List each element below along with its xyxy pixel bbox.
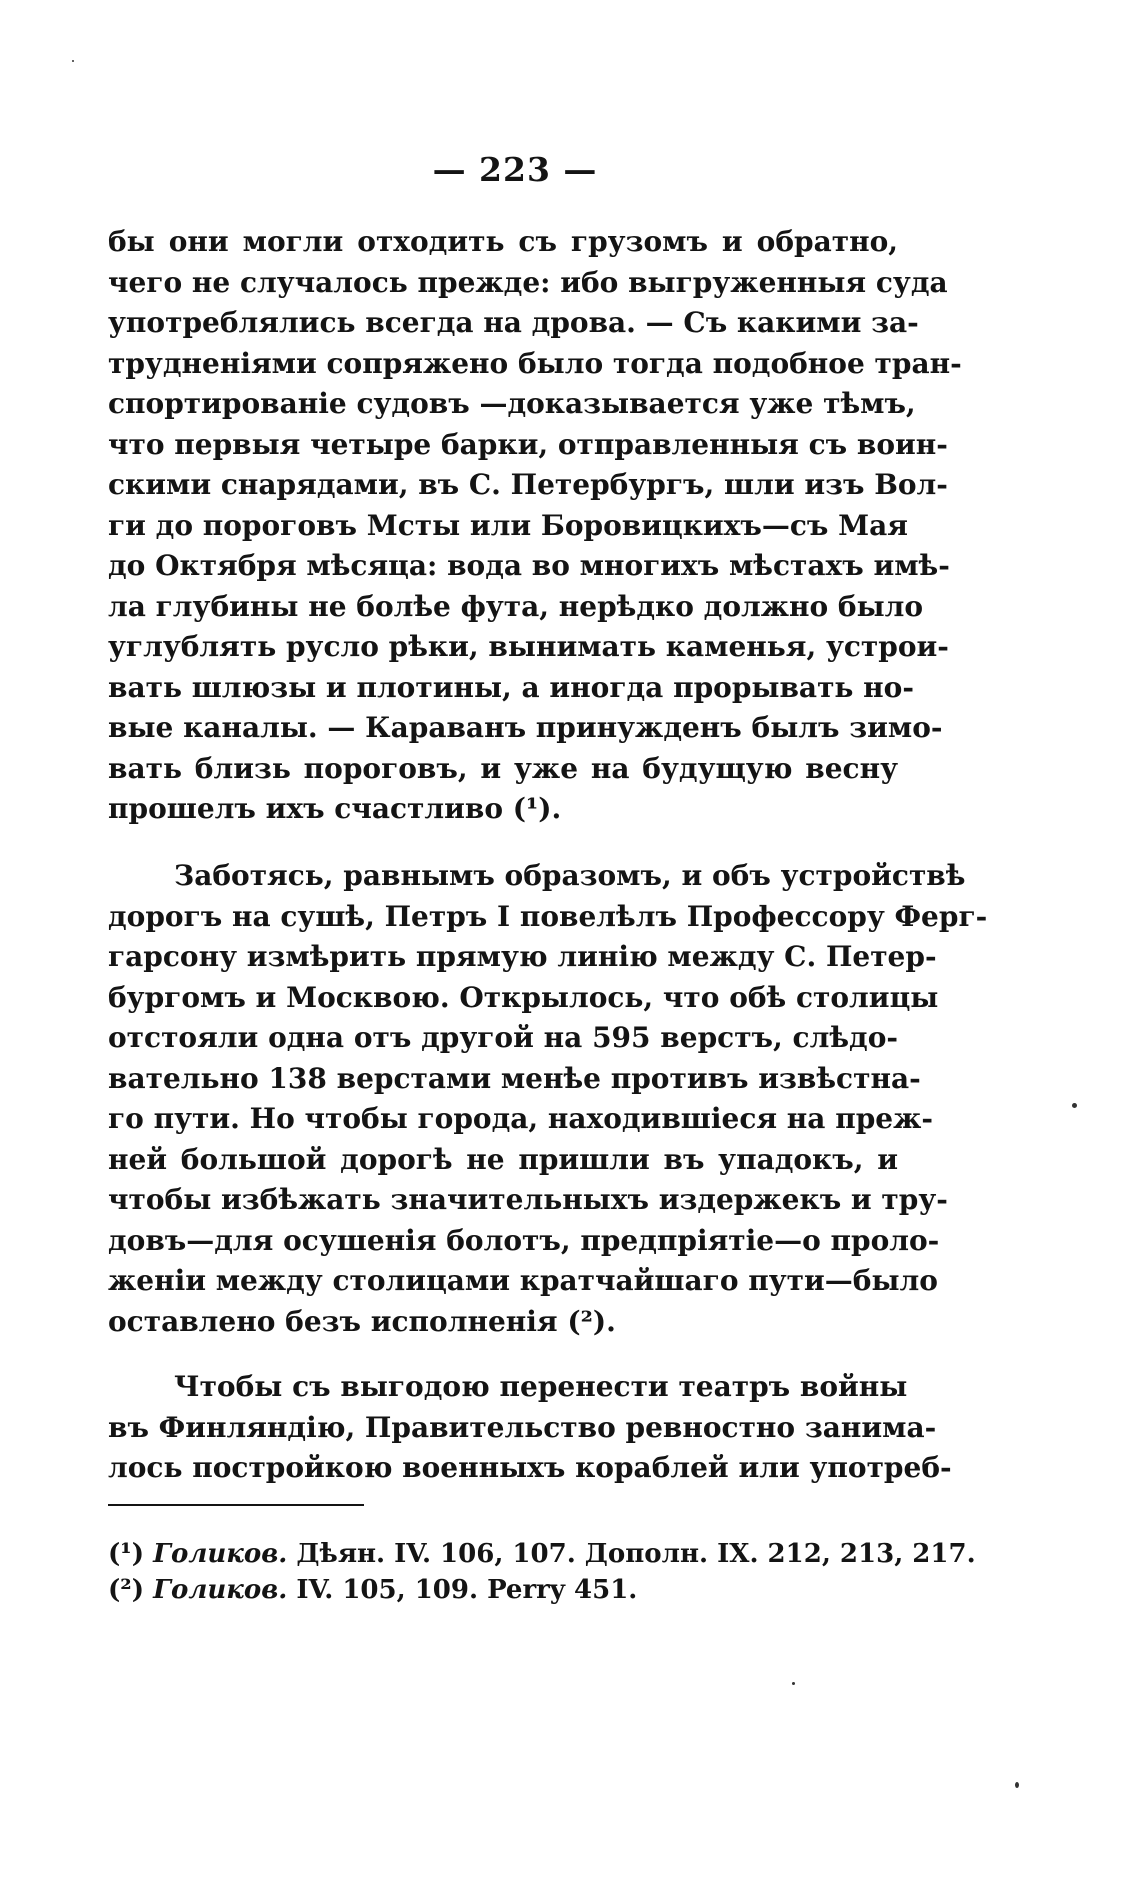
- scan-speck: [792, 1682, 795, 1685]
- scan-speck: [72, 60, 74, 62]
- text-line: употреблялись всегда на дрова. — Съ какими за-: [108, 306, 919, 339]
- footnote-author: Голиков.: [153, 1539, 288, 1569]
- text-line: Чтобы съ выгодою перенести театръ войны: [174, 1370, 908, 1403]
- paragraph-3: [108, 1367, 952, 1489]
- text-line: трудненіями сопряжено было тогда подобное тран-: [108, 346, 962, 380]
- text-line: Заботясь, равнымъ образомъ, и объ устройствѣ: [174, 859, 966, 892]
- text-line: въ Финляндію, Правительство ревностно занима-: [108, 1410, 937, 1444]
- footnote-divider: [108, 1504, 364, 1506]
- text-line: гарсону измѣрить прямую линію между С. Петер-: [108, 940, 937, 973]
- footnote-mark: (¹): [108, 1539, 144, 1569]
- text-line: чего не случалось прежде: ибо выгруженныя суда: [108, 265, 948, 299]
- text-line: бургомъ и Москвою. Открылось, что обѣ столицы: [108, 980, 939, 1014]
- text-line: ла глубины не болѣе фута, нерѣдко должно было: [108, 589, 924, 623]
- text-line: вательно 138 верстами менѣе противъ извѣстна-: [108, 1061, 921, 1095]
- text-line: вые каналы. — Караванъ принужденъ былъ зимо-: [108, 711, 943, 744]
- text-line: оставлено безъ исполненія (²).: [108, 1304, 616, 1338]
- scan-speck: [1072, 1103, 1077, 1108]
- text-line: прошелъ ихъ счастливо (¹).: [108, 792, 562, 825]
- scan-speck: [1015, 1782, 1019, 1788]
- footnote-mark: (²): [108, 1575, 144, 1605]
- text-line: скими снарядами, въ С. Петербургъ, шли изъ Вол-: [108, 468, 948, 501]
- text-line: углублять русло рѣки, вынимать каменья, устрои-: [108, 630, 949, 663]
- footnotes: [108, 1536, 976, 1608]
- text-line: ней большой дорогѣ не пришли въ упадокъ, и: [108, 1142, 898, 1176]
- text-line: дорогъ на сушѣ, Петръ I повелѣлъ Профессору Ферг-: [108, 899, 988, 933]
- footnote-text: Дѣян. IV. 106, 107. Дополн. IX. 212, 213, 217.: [296, 1539, 976, 1569]
- text-line: го пути. Но чтобы города, находившіеся на преж-: [108, 1102, 933, 1135]
- page-number: — 223 —: [432, 150, 598, 189]
- text-line: вать близь пороговъ, и уже на будущую весну: [108, 751, 898, 785]
- footnote-1: [108, 1536, 976, 1572]
- text-line: вать шлюзы и плотины, а иногда прорывать но-: [108, 670, 914, 704]
- text-line: что первыя четыре барки, отправленныя съ воин-: [108, 427, 948, 461]
- text-line: отстояли одна отъ другой на 595 верстъ, слѣдо-: [108, 1021, 898, 1054]
- text-line: женіи между столицами кратчайшаго пути—было: [108, 1264, 938, 1297]
- footnote-author: Голиков.: [153, 1575, 288, 1605]
- paragraph-1: [108, 222, 962, 830]
- footnote-2: [108, 1572, 898, 1608]
- text-line: бы они могли отходить съ грузомъ и обратно,: [108, 225, 898, 258]
- text-line: довъ—для осушенія болотъ, предпріятіе—о проло-: [108, 1223, 940, 1257]
- text-line: лось постройкою военныхъ кораблей или употреб-: [108, 1451, 952, 1484]
- text-line: чтобы избѣжать значительныхъ издержекъ и тру-: [108, 1183, 948, 1216]
- paragraph-2: [108, 856, 988, 1342]
- text-line: спортированіе судовъ —доказывается уже тѣмъ,: [108, 387, 916, 420]
- text-line: до Октября мѣсяца: вода во многихъ мѣстахъ имѣ-: [108, 549, 950, 582]
- footnote-text: IV. 105, 109. Perry 451.: [296, 1575, 638, 1605]
- text-line: ги до пороговъ Мсты или Боровицкихъ—съ Мая: [108, 508, 908, 542]
